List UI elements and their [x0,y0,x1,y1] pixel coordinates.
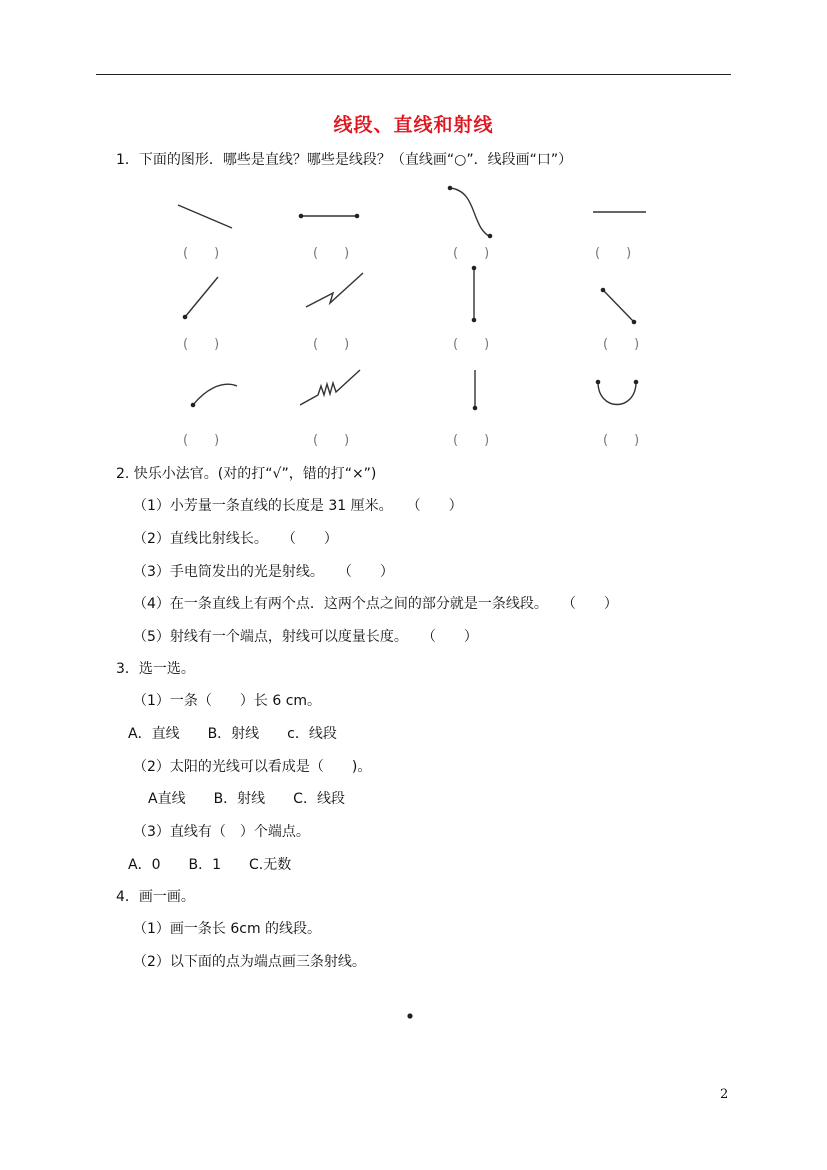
q4-line: （1）画一条长 6cm 的线段。 [133,921,322,937]
q1-answer-paren[interactable]: ( ) [313,337,350,352]
q2-item: （4）在一条直线上有两个点．这两个点之间的部分就是一条线段。 （ ） [133,596,618,612]
q1-answer-paren[interactable]: ( ) [313,433,350,448]
q2-item: （2）直线比射线长。 （ ） [133,531,338,547]
q3-options: A直线 B．射线 C．线段 [148,791,345,807]
q1-answer-paren[interactable]: ( ) [603,433,640,448]
q3-prompt: 3．选一选。 [116,661,195,677]
fig-3-curve [450,188,490,236]
fig-12-curve [598,382,636,405]
fig-8-segment [603,290,634,322]
q1-answer-paren[interactable]: ( ) [183,433,220,448]
q2-item: （1）小芳量一条直线的长度是 31 厘米。 （ ） [133,498,463,514]
q2-item: （5）射线有一个端点，射线可以度量长度。 （ ） [133,629,478,645]
q1-answer-paren[interactable]: ( ) [183,337,220,352]
fig-6-zigzag [306,273,363,307]
fig-5-ray [185,277,218,317]
q1-answer-paren[interactable]: ( ) [313,246,350,261]
fig-1-straight-line [178,205,232,228]
q3-options: A．直线 B．射线 c．线段 [128,726,337,742]
q3-line: （3）直线有（ ）个端点。 [133,824,310,840]
q2-item: （3）手电筒发出的光是射线。 （ ） [133,564,394,580]
q1-answer-paren[interactable]: ( ) [453,246,490,261]
q3-options: A．0 B．1 C.无数 [128,857,292,873]
q3-line: （2）太阳的光线可以看成是（ )。 [133,759,372,775]
q2-prompt: 2. 快乐小法官。(对的打“√”，错的打“×”) [116,466,377,482]
fig-10-zigzag [300,370,360,405]
q4-line: （2）以下面的点为端点画三条射线。 [133,954,366,970]
q1-answer-paren[interactable]: ( ) [595,246,632,261]
page-title: 线段、直线和射线 [333,114,494,136]
q1-answer-paren[interactable]: ( ) [603,337,640,352]
q4-endpoint-dot [407,1013,412,1018]
q1-prompt: 1．下面的图形．哪些是直线？哪些是线段？（直线画“○”．线段画“口”） [116,152,573,168]
q3-line: （1）一条（ ）长 6 cm。 [133,693,322,709]
q4-prompt: 4．画一画。 [116,889,195,905]
q1-answer-paren[interactable]: ( ) [453,433,490,448]
q1-answer-paren[interactable]: ( ) [453,337,490,352]
fig-9-curve [193,384,237,405]
q1-answer-paren[interactable]: ( ) [183,246,220,261]
page-number: 2 [720,1087,729,1102]
